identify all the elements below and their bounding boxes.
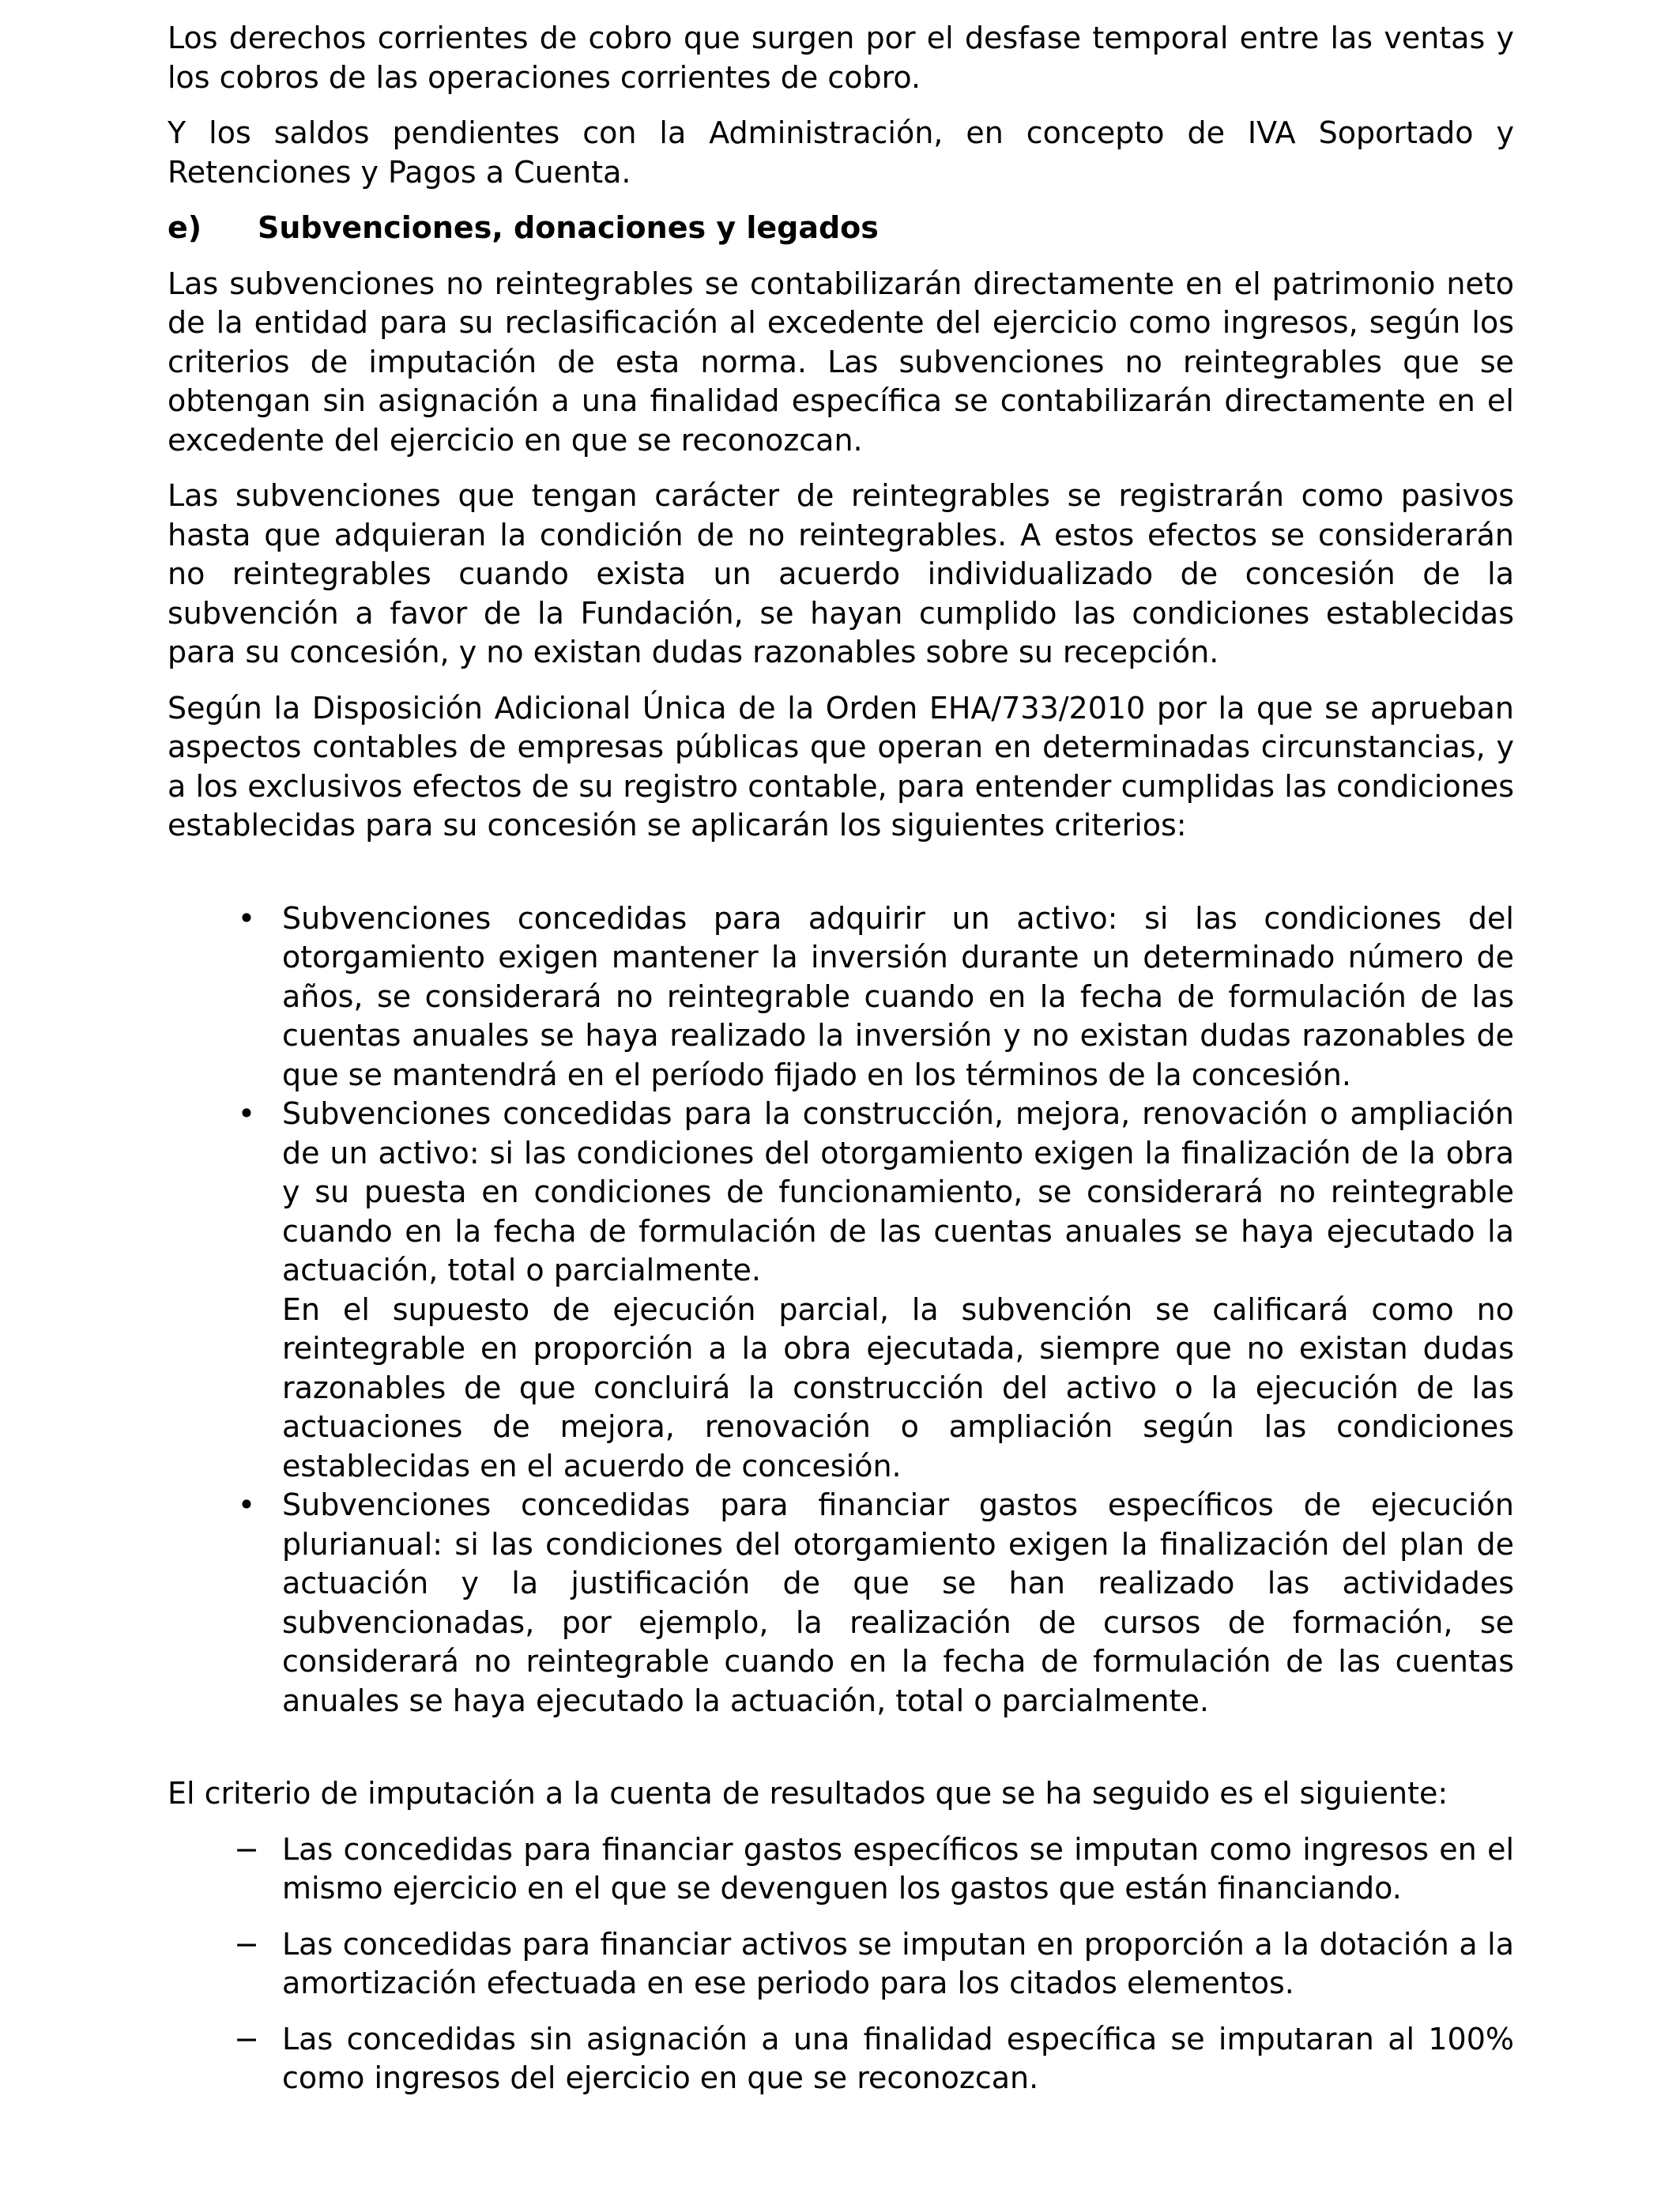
bullet-icon bbox=[231, 899, 262, 939]
dash-list bbox=[168, 1830, 1514, 2098]
paragraph: Los derechos corrientes de cobro que surgen por el desfase temporal entre las ventas y los cobros de las operaciones corrientes de cobro. bbox=[168, 21, 1514, 95]
list-item-continuation: En el supuesto de ejecución parcial, la subvención se calificará como no reintegrable en proporción a la obra ejecutada, siempre que no existan dudas razonables de que concluirá la construcción del activo o la ejecución de las actuaciones de mejora, renovación o ampliación según las condiciones establecidas en el acuerdo de concesión. bbox=[282, 1291, 1514, 1483]
list-item-text: Subvenciones concedidas para la construcción, mejora, renovación o ampliación de un activo: si las condiciones del otorgamiento exigen la finalización de la obra y su puesta en condiciones de funcionamiento, se considerará no reintegrable cuando en la fecha de formulación de las cuentas anuales se haya ejecutado la actuación, total o parcialmente. bbox=[282, 1096, 1514, 1287]
list-item bbox=[168, 899, 1514, 1095]
section-heading bbox=[168, 209, 1514, 248]
paragraph: Y los saldos pendientes con la Administración, en concepto de IVA Soportado y Retenciones y Pagos a Cuenta. bbox=[168, 115, 1514, 190]
list-item bbox=[168, 2020, 1514, 2098]
list-item bbox=[168, 1830, 1514, 1909]
dash-icon bbox=[231, 1925, 262, 1965]
section-number: e) bbox=[168, 210, 202, 245]
bullet-icon bbox=[231, 1486, 262, 1525]
bullet-icon bbox=[231, 1095, 262, 1134]
list-item bbox=[168, 1095, 1514, 1486]
section-title: Subvenciones, donaciones y legados bbox=[258, 210, 879, 245]
paragraph: Las subvenciones no reintegrables se contabilizarán directamente en el patrimonio neto de la entidad para su reclasificación al excedente del ejercicio como ingresos, según los criterios de imputación de esta norma. Las subvenciones no reintegrables que se obtengan sin asignación a una finalidad específica se contabilizarán directamente en el excedente del ejercicio en que se reconozcan. bbox=[168, 266, 1514, 458]
list-item-text: Las concedidas sin asignación a una finalidad específica se imputaran al 100% como ingresos del ejercicio en que se reconozcan. bbox=[282, 2021, 1514, 2095]
dash-icon bbox=[231, 1830, 262, 1870]
list-item bbox=[168, 1486, 1514, 1721]
dash-icon bbox=[231, 2020, 262, 2060]
list-item-text: Subvenciones concedidas para financiar gastos específicos de ejecución plurianual: si las condiciones del otorgamiento exigen la finalización del plan de actuación y la justificación de que se han realizado las actividades subvencionadas, por ejemplo, la realización de cursos de formación, se considerará no reintegrable cuando en la fecha de formulación de las cuentas anuales se haya ejecutado la actuación, total o parcialmente. bbox=[282, 1487, 1514, 1718]
bullet-list bbox=[168, 899, 1514, 1721]
list-item-text: Las concedidas para financiar gastos específicos se imputan como ingresos en el mismo ejercicio en el que se devenguen los gastos que están financiando. bbox=[282, 1831, 1514, 1906]
list-item-text: Subvenciones concedidas para adquirir un activo: si las condiciones del otorgamiento exigen mantener la inversión durante un determinado número de años, se considerará no reintegrable cuando en la fecha de formulación de las cuentas anuales se haya realizado la inversión y no existan dudas razonables de que se mantendrá en el período fijado en los términos de la concesión. bbox=[282, 900, 1514, 1092]
list-item-text: Las concedidas para financiar activos se imputan en proporción a la dotación a la amortización efectuada en ese periodo para los citados elementos. bbox=[282, 1926, 1514, 2000]
paragraph: Las subvenciones que tengan carácter de reintegrables se registrarán como pasivos hasta que adquieran la condición de no reintegrables. A estos efectos se considerarán no reintegrables cuando exista un acuerdo individualizado de concesión de la subvención a favor de la Fundación, se hayan cumplido las condiciones establecidas para su concesión, y no existan dudas razonables sobre su recepción. bbox=[168, 478, 1514, 669]
criteria-lead: El criterio de imputación a la cuenta de resultados que se ha seguido es el siguiente: bbox=[168, 1776, 1448, 1811]
paragraph: Según la Disposición Adicional Única de la Orden EHA/733/2010 por la que se aprueban aspectos contables de empresas públicas que operan en determinadas circunstancias, y a los exclusivos efectos de su registro contable, para entender cumplidas las condiciones establecidas para su concesión se aplicarán los siguientes criterios: bbox=[168, 690, 1514, 843]
list-item bbox=[168, 1925, 1514, 2004]
